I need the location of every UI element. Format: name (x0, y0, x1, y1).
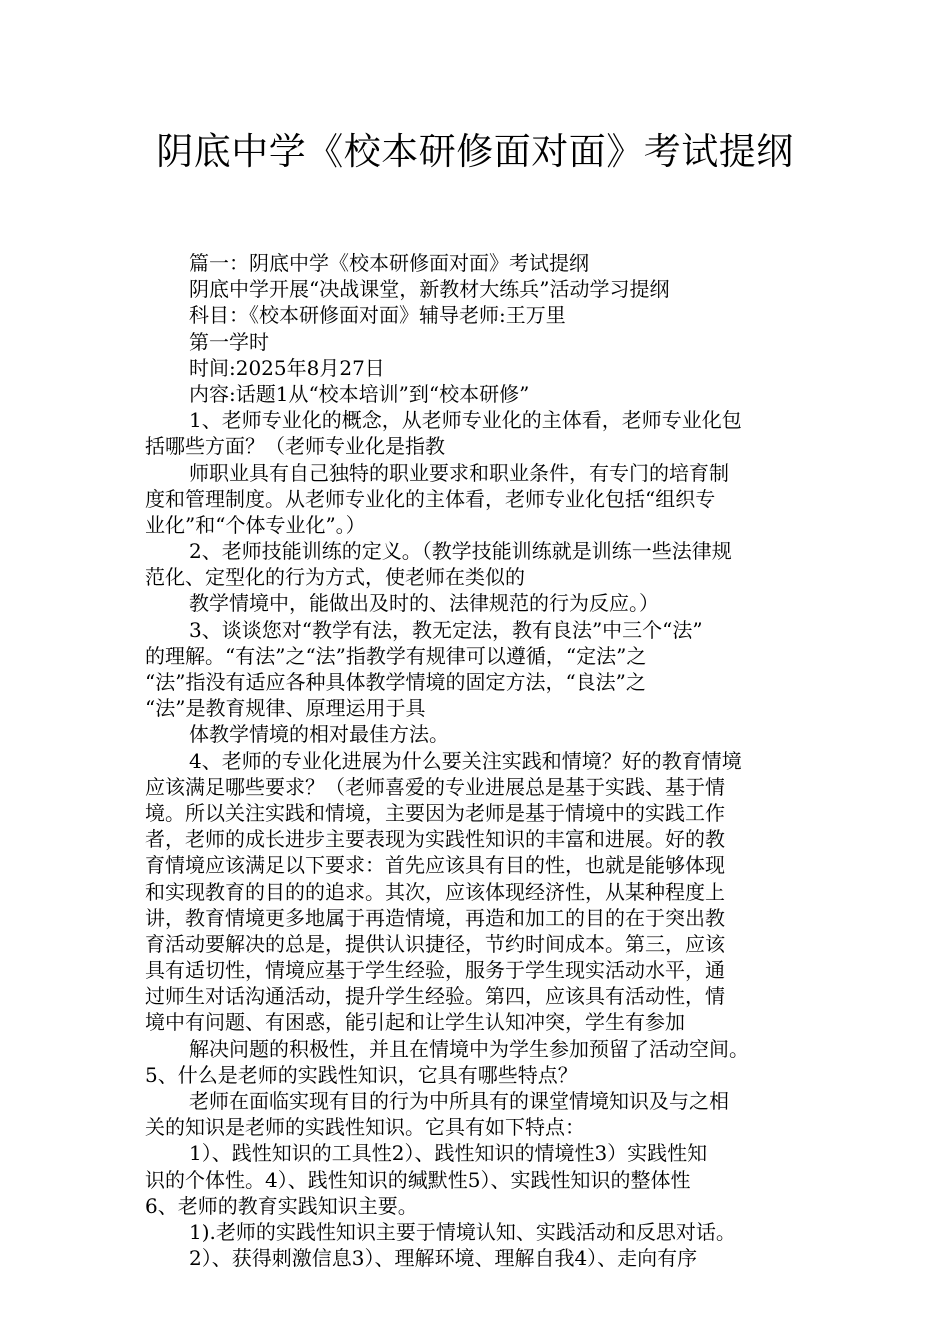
text-line: 关的知识是老师的实践性知识。它具有如下特点： (145, 1115, 585, 1140)
text-line: 具有适切性，情境应基于学生经验，服务于学生现实活动水平，通 (145, 958, 725, 983)
text-line: 体教学情境的相对最佳方法。 (189, 722, 449, 747)
text-line: 2、老师技能训练的定义。（教学技能训练就是训练一些法律规 (189, 539, 732, 564)
text-line: 5、什么是老师的实践性知识，它具有哪些特点？ (145, 1062, 578, 1087)
text-line: 业化”和“个体专业化”。） (145, 512, 366, 537)
text-line: 1、老师专业化的概念，从老师专业化的主体看，老师专业化包 (189, 408, 742, 433)
text-line: 科目：《校本研修面对面》辅导老师:王万里 (189, 303, 566, 328)
text-line: 1）、践性知识的工具性2）、践性知识的情境性3）实践性知 (189, 1141, 708, 1166)
text-line: 6、老师的教育实践知识主要。 (145, 1193, 418, 1218)
text-line: 解决问题的积极性，并且在情境中为学生参加预留了活动空间。 (189, 1036, 749, 1061)
text-line: 度和管理制度。从老师专业化的主体看，老师专业化包括“组织专 (145, 486, 716, 511)
text-line: 阴底中学开展“决战课堂，新教材大练兵”活动学习提纲 (189, 277, 670, 302)
text-line: 应该满足哪些要求？（老师喜爱的专业进展总是基于实践、基于情 (145, 774, 725, 799)
text-line: 4、老师的专业化进展为什么要关注实践和情境？好的教育情境 (189, 748, 742, 773)
text-line: 者，老师的成长进步主要表现为实践性知识的丰富和进展。好的教 (145, 827, 725, 852)
text-line: 内容:话题1从“校本培训”到“校本研修” (189, 381, 530, 406)
text-line: 时间:2025年8月27日 (189, 355, 385, 380)
text-line: 篇一：阴底中学《校本研修面对面》考试提纲 (189, 251, 589, 275)
document-title: 阴底中学《校本研修面对面》考试提纲 (156, 130, 794, 173)
text-line: 和实现教育的目的的追求。其次，应该体现经济性，从某种程度上 (145, 879, 725, 904)
text-line: 过师生对话沟通活动，提升学生经验。第四，应该具有活动性，情 (145, 984, 725, 1009)
text-line: “法”是教育规律、原理运用于具 (145, 696, 426, 721)
document-body (145, 250, 811, 1271)
text-line: 师职业具有自己独特的职业要求和职业条件，有专门的培育制 (189, 460, 729, 485)
text-line: “法”指没有适应各种具体教学情境的固定方法，“良法”之 (145, 670, 646, 694)
text-line: 1).老师的实践性知识主要于情境认知、实践活动和反思对话。 (189, 1219, 736, 1244)
text-line: 括哪些方面？（老师专业化是指教 (145, 434, 445, 459)
text-line: 3、谈谈您对“教学有法，教无定法，教有良法”中三个“法” (189, 617, 703, 642)
text-line: 第一学时 (189, 329, 269, 354)
text-line: 识的个体性。4）、践性知识的缄默性5）、实践性知识的整体性 (145, 1167, 691, 1192)
text-line: 育活动要解决的总是，提供认识捷径，节约时间成本。第三，应该 (145, 931, 725, 956)
text-line: 教学情境中，能做出及时的、法律规范的行为反应。） (189, 591, 659, 616)
text-line: 老师在面临实现有目的行为中所具有的课堂情境知识及与之相 (189, 1089, 729, 1113)
text-line: 育情境应该满足以下要求：首先应该具有目的性，也就是能够体现 (145, 853, 725, 878)
text-line: 境中有问题、有困惑，能引起和让学生认知冲突，学生有参加 (145, 1010, 685, 1035)
text-line: 的理解。“有法”之“法”指教学有规律可以遵循，“定法”之 (145, 643, 647, 668)
text-line: 2）、获得刺激信息3）、理解环境、理解自我4）、走向有序 (189, 1246, 698, 1271)
text-line: 讲，教育情境更多地属于再造情境，再造和加工的目的在于突出教 (145, 905, 725, 930)
text-line: 范化、定型化的行为方式，使老师在类似的 (145, 565, 525, 590)
text-line: 境。所以关注实践和情境，主要因为老师是基于情境中的实践工作 (145, 800, 725, 825)
